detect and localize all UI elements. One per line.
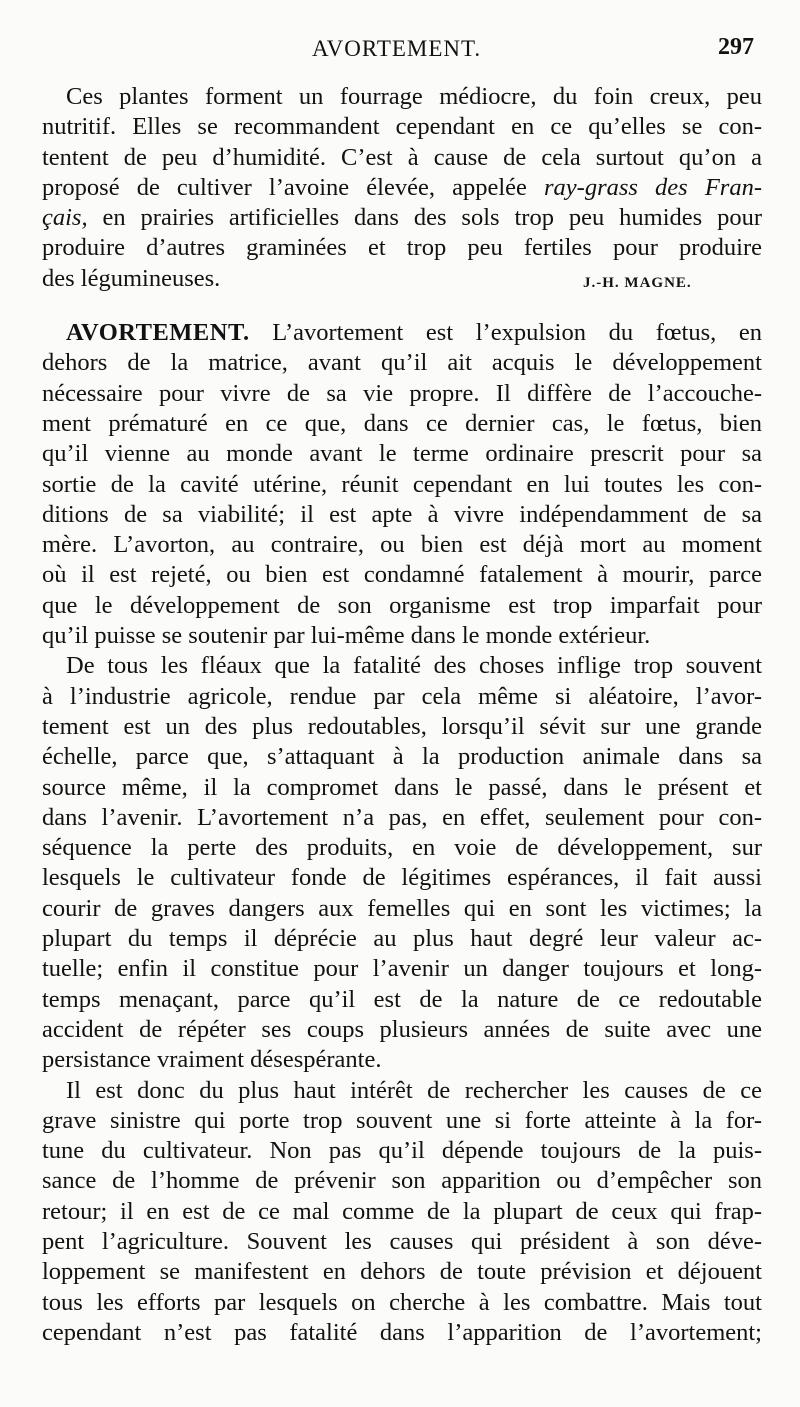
italic-term: ray-grass des Fran- xyxy=(544,173,762,201)
text-line: loppement se manifestent en dehors de toute prévision et déjouent xyxy=(42,1258,762,1286)
text-line-with-signature xyxy=(42,264,762,294)
text-line: tement est un des plus redoutables, lorsqu’il sévit sur une grande xyxy=(42,712,762,740)
text-line: dehors de la matrice, avant qu’il ait acquis le développement xyxy=(42,349,762,377)
text-segment: proposé de cultiver l’avoine élevée, appelée xyxy=(42,173,544,201)
page-number: 297 xyxy=(718,34,754,60)
running-head-title: AVORTEMENT. xyxy=(312,36,482,61)
text-line: où il est rejeté, ou bien est condamné fatalement à mourir, parce xyxy=(42,561,762,589)
text-segment: en prairies artificielles dans des sols trop peu humides pour xyxy=(87,204,762,232)
previous-article-ending xyxy=(42,82,762,294)
text-line: ditions de sa viabilité; il est apte à vivre indépendamment de sa xyxy=(42,500,762,528)
text-line xyxy=(42,203,762,233)
text-line: sance de l’homme de prévenir son apparition ou d’empêcher son xyxy=(42,1167,762,1195)
text-line: que le développement de son organisme est trop imparfait pour xyxy=(42,591,762,619)
text-line: mère. L’avorton, au contraire, ou bien est déjà mort au moment xyxy=(42,531,762,559)
text-line: tentent de peu d’humidité. C’est à cause de cela surtout qu’on a xyxy=(42,143,762,171)
text-line: nécessaire pour vivre de sa vie propre. Il diffère de l’accouche- xyxy=(42,379,762,407)
text-line xyxy=(42,173,762,203)
text-line: qu’il puisse se soutenir par lui-même dans le monde extérieur. xyxy=(42,622,651,650)
text-line: retour; il en est de ce mal comme de la plupart de ceux qui frap- xyxy=(42,1197,762,1225)
text-line: persistance vraiment désespérante. xyxy=(42,1046,382,1074)
text-line: nutritif. Elles se recommandent cependant en ce qu’elles se con- xyxy=(42,113,762,141)
text-line: plupart du temps il déprécie au plus haut degré leur valeur ac- xyxy=(42,925,762,953)
article-avortement xyxy=(42,318,762,1348)
text-segment: L’avortement est l’expulsion du fœtus, en xyxy=(249,319,762,347)
author-signature: J.-H. MAGNE. xyxy=(583,274,692,291)
text-line: à l’industrie agricole, rendue par cela même si aléatoire, l’avor- xyxy=(42,682,762,710)
text-line: grave sinistre qui porte trop souvent une si forte atteinte à la for- xyxy=(42,1106,762,1134)
running-head xyxy=(0,34,800,64)
text-line: dans l’avenir. L’avortement n’a pas, en effet, seulement pour con- xyxy=(42,803,762,831)
text-line: tous les efforts par lesquels on cherche à les combattre. Mais tout xyxy=(42,1288,762,1316)
text-line xyxy=(42,318,762,348)
body-text xyxy=(42,82,762,1348)
italic-term: çais, xyxy=(42,204,88,232)
text-line: accident de répéter ses coups plusieurs années de suite avec une xyxy=(42,1015,762,1043)
text-segment: des légumineuses. xyxy=(42,264,221,292)
article-headword: AVORTEMENT. xyxy=(66,319,250,347)
text-line: courir de graves dangers aux femelles qui en sont les victimes; la xyxy=(42,894,762,922)
text-line: qu’il vienne au monde avant le terme ordinaire prescrit pour sa xyxy=(42,440,762,468)
text-line: ment prématuré en ce que, dans ce dernier cas, le fœtus, bien xyxy=(42,409,762,437)
text-line: séquence la perte des produits, en voie de développement, sur xyxy=(42,834,762,862)
text-line: produire d’autres graminées et trop peu fertiles pour produire xyxy=(42,234,762,262)
text-line: De tous les fléaux que la fatalité des choses inflige trop souvent xyxy=(66,652,762,680)
text-line: tuelle; enfin il constitue pour l’avenir un danger toujours et long- xyxy=(42,955,762,983)
text-line: Il est donc du plus haut intérêt de rechercher les causes de ce xyxy=(66,1076,762,1104)
text-line: source même, il la compromet dans le passé, dans le présent et xyxy=(42,773,762,801)
text-line: lesquels le cultivateur fonde de légitimes espérances, il fait aussi xyxy=(42,864,762,892)
text-line: échelle, parce que, s’attaquant à la production animale dans sa xyxy=(42,743,762,771)
text-line: Ces plantes forment un fourrage médiocre, du foin creux, peu xyxy=(66,83,762,110)
text-line: temps menaçant, parce qu’il est de la nature de ce redoutable xyxy=(42,985,762,1013)
text-line: sortie de la cavité utérine, réunit cependant en lui toutes les con- xyxy=(42,470,762,498)
text-line: cependant n’est pas fatalité dans l’apparition de l’avortement; xyxy=(42,1318,762,1346)
text-line: pent l’agriculture. Souvent les causes qui président à son déve- xyxy=(42,1227,762,1255)
text-line: tune du cultivateur. Non pas qu’il dépende toujours de la puis- xyxy=(42,1137,762,1165)
